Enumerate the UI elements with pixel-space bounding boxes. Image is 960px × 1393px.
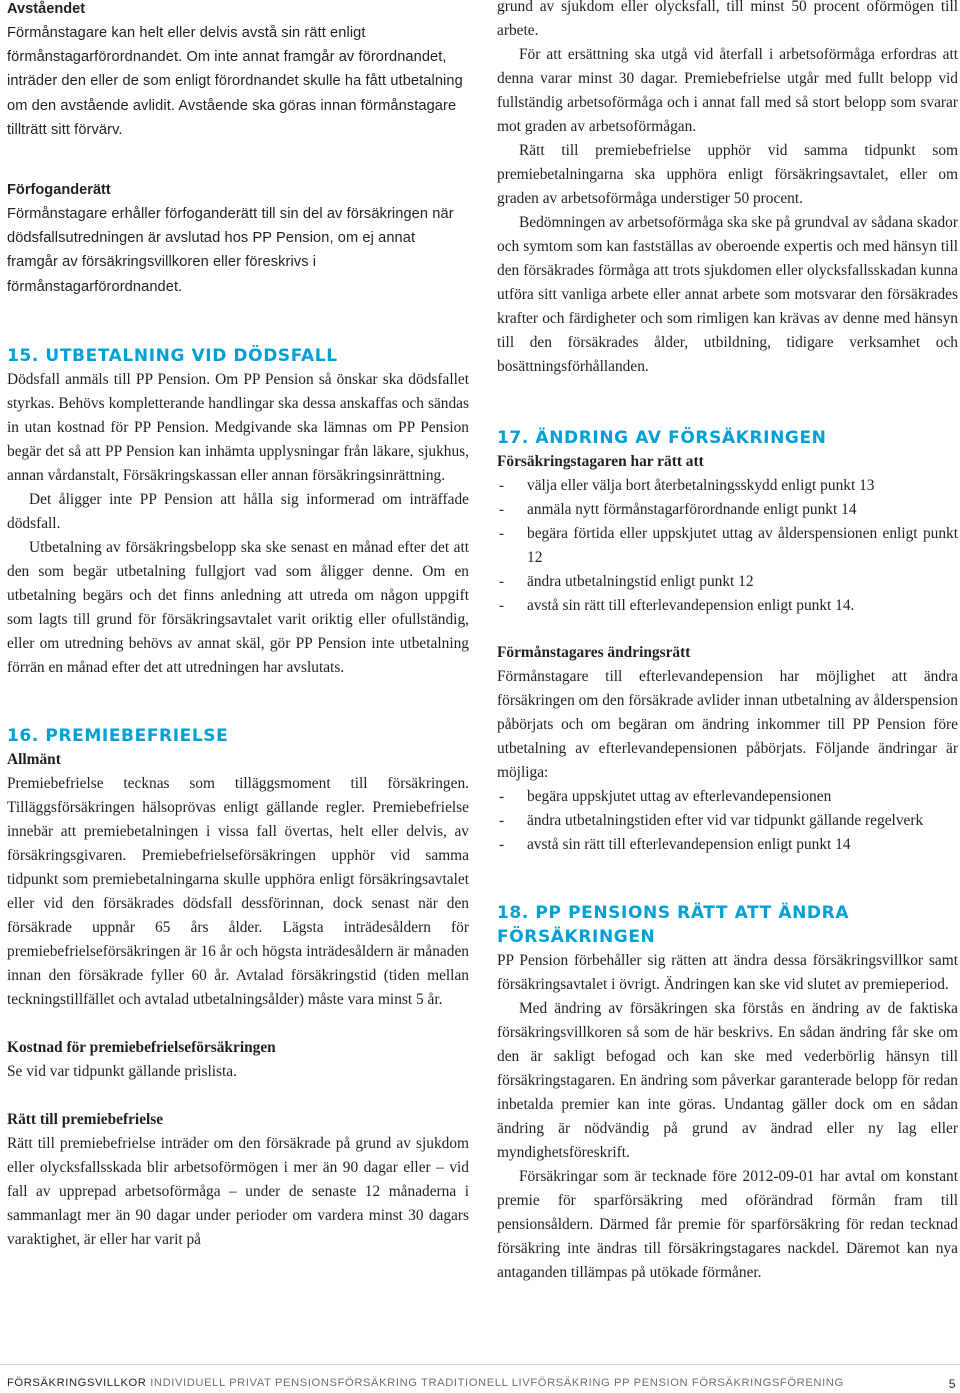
footer-title-lead: FÖRSÄKRINGSVILLKOR (7, 1377, 147, 1389)
list-item: - begära uppskjutet uttag av efterlevandepensionen (497, 785, 958, 809)
page-footer (0, 1374, 960, 1393)
section-18-paragraph-3: Försäkringar som är tecknade före 2012-09-01 har avtal om konstant premie för sparförsäkring med oförändrad förmån fram till pensionsåldern. Därmed får premie för sparförsäkring för redan tecknad försäkring inte ändras till försäkringstagares nackdel. Däremot kan nya antaganden tillämpas på utökade förmåner. (497, 1168, 958, 1281)
footer-title-rest: INDIVIDUELL PRIVAT PENSIONSFÖRSÄKRING TRADITIONELL LIVFÖRSÄKRING PP PENSION FÖRSÄKRINGSFÖRENING (146, 1377, 844, 1389)
avstaende-heading: Avståendet (7, 1, 86, 17)
section-15-paragraph-3: Utbetalning av försäkringsbelopp ska ske senast en månad efter det att den som begär utbetalning fullgjort vad som åligger denne. Om en utbetalning begärs och det finns anledning att utreda om någon uppgift som lagts till grund för försäkringsavtalet varit oriktig eller ofullständig, eller om utredning behövs av annat skäl, gör PP Pension inte utbetalning förrän en månad efter det att utredningen har avslutats. (7, 538, 469, 676)
allmant-heading: Allmänt (7, 750, 61, 768)
list-item: - ändra utbetalningstiden efter vid var tidpunkt gällande regelverk (497, 809, 958, 833)
list-item: - anmäla nytt förmånstagarförordnande enligt punkt 14 (497, 498, 958, 522)
continued-text: grund av sjukdom eller olycksfall, till minst 50 procent oförmögen till arbete. (497, 0, 958, 39)
kostnad-text: Se vid var tidpunkt gällande prislista. (7, 1062, 237, 1080)
section-15-paragraph-1: Dödsfall anmäls till PP Pension. Om PP Pension så önskar ska dödsfallet styrkas. Behövs kompletterande handlingar ska dessa anskaffas och sändas in utan kostnad för PP Pension. Medgivande ska lämnas om PP Pension begär det så att PP Pension kan inhämta upplysningar från läkare, sjukhus, annan vårdanstalt, Försäkringskassan eller annan försäkringsinrättning. (7, 370, 469, 484)
formanstagares-heading: Förmånstagares ändringsrätt (497, 644, 691, 661)
list-item: - avstå sin rätt till efterlevandepension enligt punkt 14 (497, 833, 958, 857)
forsakringstagaren-list (497, 474, 958, 618)
allmant-text: Premiebefrielse tecknas som tilläggsmoment till försäkringen. Tilläggsförsäkringen hälsoprövas enligt gällande regler. Premiebefrielse innebär att premiebetalningen i vissa fall övertas, helt eller delvis, av försäkringsgivaren. Premiebefrielseförsäkringen upphör vid samma tidpunkt som premiebetalningarna skulle upphöra enligt försäkringsavtalet eller vid den försäkrades dödsfall dessförinnan, dock senast när den försäkrade uppnår 65 års ålder. Lägsta inträdesåldern för premiebefrielseförsäkringen är 16 år och högsta inträdesåldern är månaden innan den försäkrade fyller 60 år. Avtalad försäkringstid (tiden mellan teckningstillfället och avtalad utbetalningsålder) måste vara minst 5 år. (7, 774, 469, 1008)
formanstagares-list (497, 785, 958, 857)
section-18-paragraph-1: PP Pension förbehåller sig rätten att ändra dessa försäkringsvillkor samt försäkringsavtalet i övrigt. Ändringen kan ske vid slutet av premieperiod. (497, 952, 958, 993)
list-item: - begära förtida eller uppskjutet uttag av ålderspensionen enligt punkt 12 (497, 522, 958, 570)
forfoganderatt-text: Förmånstagare erhåller förfoganderätt till sin del av försäkringen när dödsfallsutredningen är avslutad hos PP Pension, om ej annat framgår av försäkringsvillkoren eller föreskrivs i förmånstagarförordnandet. (7, 206, 454, 295)
forsakringstagaren-heading: Försäkringstagaren har rätt att (497, 453, 704, 470)
section-15-heading: 15. UTBETALNING VID DÖDSFALL (7, 345, 338, 366)
footer-title (7, 1377, 844, 1389)
list-item: - avstå sin rätt till efterlevandepension enligt punkt 14. (497, 594, 958, 618)
list-item: - ändra utbetalningstid enligt punkt 12 (497, 570, 958, 594)
bedomning-paragraph: Bedömningen av arbetsoförmåga ska ske på grundval av sådana skador och symtom som kan fastställas av oberoende expertis och med hänsyn till den försäkrades förmåga att trots sjukdomen eller olycksfallsskadan kunna utföra sitt vanliga arbete eller annat arbete som motsvarar den försäkrades krafter och färdigheter och som rimligen kan krävas av denne med hänsyn till den försäkrades ålder, utbildning, tidigare verksamhet och bosättningsförhållanden. (497, 214, 958, 375)
right-column (497, 0, 958, 1285)
section-18-heading: 18. PP PENSIONS RÄTT ATT ÄNDRA FÖRSÄKRINGEN (497, 903, 850, 947)
formanstagares-text: Förmånstagare till efterlevandepension har möjlighet att ändra försäkringen om den försäkrade avlider innan utbetalning av ålderspension påbörjats och om begäran om ändring inkommer till PP Pension före utbetalning av efterlevandepensionen påbörjats. Följande ändringar är möjliga: (497, 668, 958, 781)
avstaende-text: Förmånstagare kan helt eller delvis avstå sin rätt enligt förmånstagarförordnandet. Om inte annat framgår av förordnandet, inträder den eller de som enligt förordnandet skulle ha fått utbetalning om den avstående avlidit. Avstående ska göras innan förmånstagare tillträtt sitt förvärv. (7, 25, 463, 138)
kostnad-heading: Kostnad för premiebefrielseförsäkringen (7, 1038, 276, 1056)
ratt-till-premiebefrielse-text: Rätt till premiebefrielse inträder om den försäkrade på grund av sjukdom eller olycksfallsskada blir arbetsoförmögen i mer än 90 dagar eller – vid fall av upprepad arbetsoförmåga – under de senaste 12 månaderna i sammanlagt mer än 90 dagar under perioder om vardera minst 30 dagars varaktighet, är eller har varit på (7, 1134, 469, 1248)
ratt-till-premiebefrielse-heading: Rätt till premiebefrielse (7, 1110, 164, 1128)
section-17-heading: 17. ÄNDRING AV FÖRSÄKRINGEN (497, 428, 827, 448)
upphor-paragraph: Rätt till premiebefrielse upphör vid samma tidpunkt som premiebetalningarna ska upphöra enligt försäkringsavtalet, eller om graden av arbetsoförmåga understiger 50 procent. (497, 142, 958, 207)
ersattning-paragraph: För att ersättning ska utgå vid återfall i arbetsoförmåga erfordras att denna varar minst 30 dagar. Premiebefrielse utgår med fullt belopp vid fullständig arbetsoförmåga och i annat fall med så stort belopp som svarar mot graden av arbetsoförmågan. (497, 46, 958, 135)
footer-divider (0, 1364, 960, 1365)
page-number: 5 (948, 1377, 956, 1391)
forfoganderatt-heading: Förfoganderätt (7, 182, 111, 199)
section-18-paragraph-2: Med ändring av försäkringen ska förstås en ändring av de faktiska försäkringsvillkoren så som de här beskrivs. En sådan ändring får ske om den är sakligt befogad och kan ske med vederbörlig hänsyn till försäkringstagaren. En ändring som påverkar garanterade belopp för redan inbetalda premier kan inte göras. Undantag gäller dock om en sådan ändring är nödvändig på grund av ändrad eller ny lag eller myndighetsföreskrift. (497, 1000, 958, 1161)
left-column (7, 0, 469, 1252)
section-15-paragraph-2: Det åligger inte PP Pension att hålla sig informerad om inträffade dödsfall. (7, 490, 469, 532)
section-16-heading: 16. PREMIEBEFRIELSE (7, 725, 229, 746)
list-item: - välja eller välja bort återbetalningsskydd enligt punkt 13 (497, 474, 958, 498)
